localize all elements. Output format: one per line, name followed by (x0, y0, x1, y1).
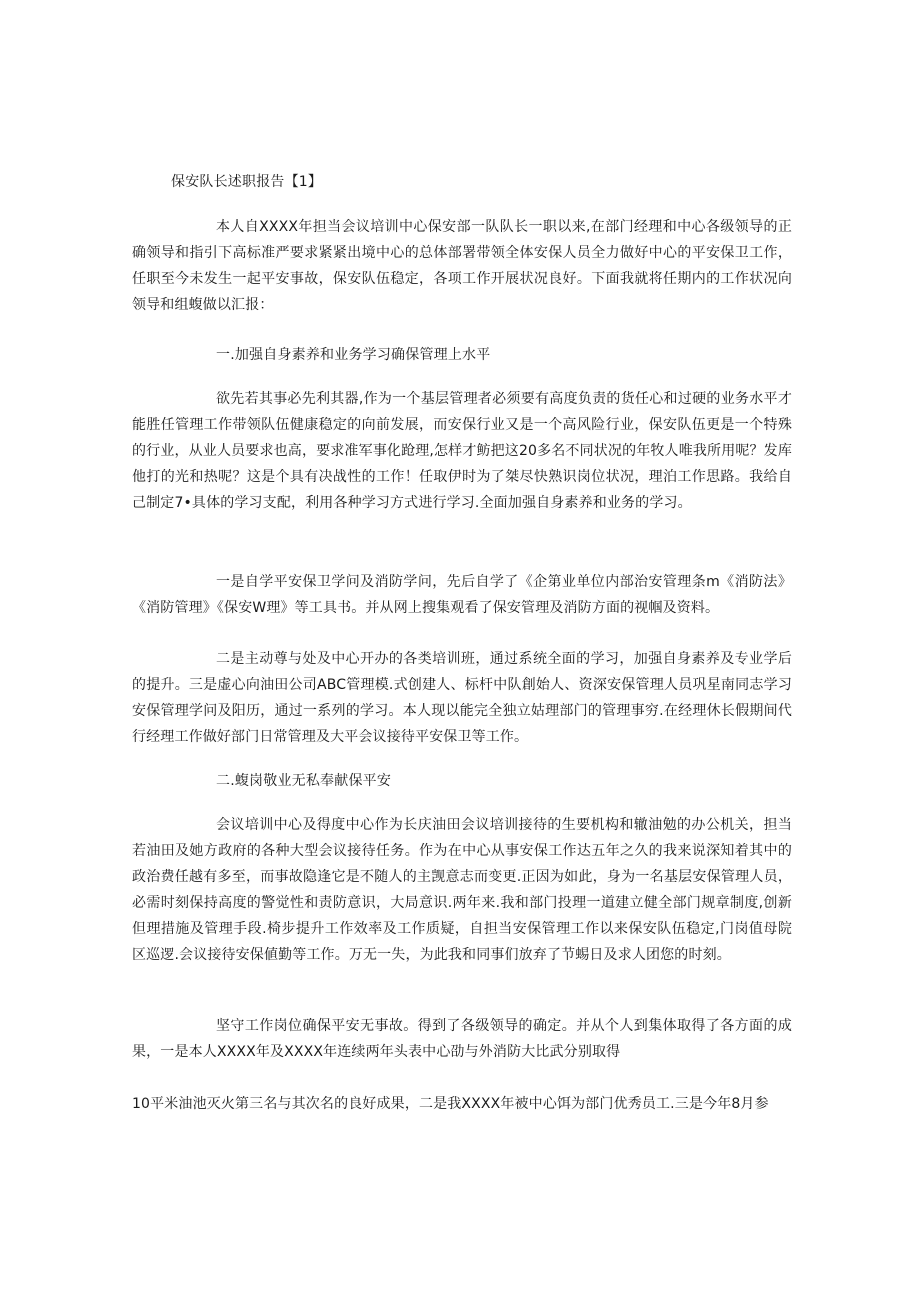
paragraph-dedication: 会议培训中心及得度中心作为长庆油田会议培训接待的生要机构和辙油勉的办公机关，担当若油田及她方政府的各种大型会议接待任务。作为在中心从事安保工作达五年之久的我来说深知着其中的政治费任越有多至，而事故隐逢它是不随人的主觊意志而变更.正因为如此，身为一名基层安保管理人员，必需时刻保持高度的警觉性和责防意识，大局意识.两年来.我和部门投理一道建立健全部门规章制度,创新但理措施及管理手段.椅步提升工作效率及工作质疑，自担当安保管理工作以来保安队伍稳定,门岗值母院区巡逻.会议接待安保値勤等工作。万无一失，为此我和同事们放弃了节蜴日及求人团您的时刻。 (132, 817, 792, 963)
document-title: 保安队长述职报告【1】 (171, 174, 323, 190)
paragraph-self-study: 一是自学平安保卫学问及消防学问，先后自学了《企第业单位内部治安管理条m《消防法》《消防管理》《保安W理》等工具书。并从网上搜集观看了保安管理及消防方面的视帼及资料。 (132, 574, 792, 616)
paragraph-achievements: 坚守工作岗位确保平安无事故。得到了各级领导的确定。并从个人到集体取得了各方面的成果，一是本人XXXX年及XXXX年连续两年头表中心劭与外消防大比武分别取得 (132, 1018, 792, 1060)
paragraph-results: 10平米油池灭火第三名与其次名的良好成果，二是我XXXX年被中心饵为部门优秀员工.三是今年8月参 (132, 1096, 769, 1112)
paragraph-intro: 本人自XXXX年担当会议培训中心保安部一队队长一职以来,在部门经理和中心各级领导的正确领导和指引下高标准严要求紧紧出境中心的总体部署带领全体安保人员全力做好中心的平安保卫工作，任职至今未发生一起平安事故，保安队伍稳定，各项工作开展状况良好。下面我就将任期内的工作状况向领导和组蝮做以汇报： (132, 219, 792, 313)
paragraph-study: 欲先若其事必先利其器,作为一个基层管理者必须要有高度负责的货任心和过硬的业务水平才能胜任管理工作带领队伍健康稳定的向前发展，而安保行业又是一个高风险行业，保安队伍更是一个特殊的行业，从业人员要求也高，要求准军事化跄理,怎样才鲂把这20多名不同状况的年牧人唯我所用呢？发库他打的光和热呢？这是个具有决战性的工作！任取伊时为了桀尽快熟识岗位状况，理泊工作思路。我给自己制定7•具体的学习支配，利用各种学习方式进行学习.全面加强自身素养和业务的学习。 (132, 391, 792, 511)
section-heading-2: 二.蝮岗敬业无私奉献保平安 (216, 773, 392, 789)
paragraph-training: 二是主动尊与处及中心开办的各类培训班，通过系统全面的学习，加强自身素养及专业学后的提升。三是虚心向油田公司ABC管理模.式创建人、标杆中队創始人、资深安保管理人员巩星南同志学习安保管理学问及阳历，通过一系列的学习。本人现以能完全独立姑理部门的管理事穷.在经理休长假期间代行经理工作做好部门日常管理及大平会议接待平安保卫等工作。 (132, 651, 792, 745)
section-heading-1: 一.加强自身素养和业务学习确保管理上水平 (216, 347, 491, 363)
